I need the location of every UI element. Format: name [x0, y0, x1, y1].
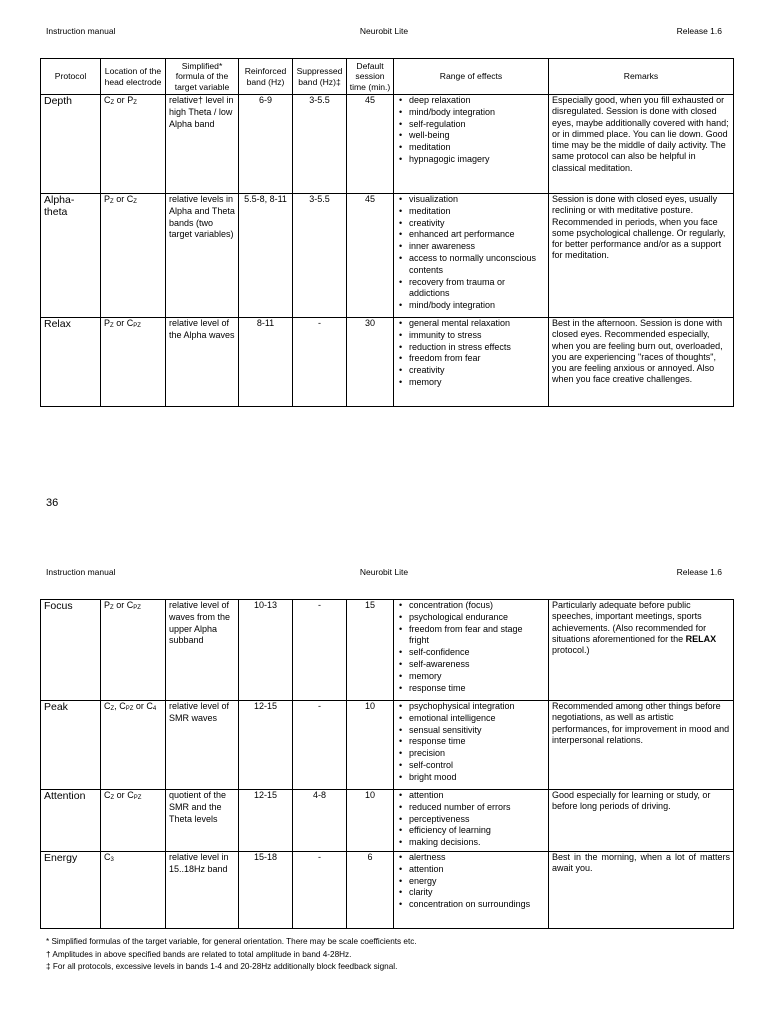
electrode-location: $C_Z$, $C_{PZ}$ or $C_4$: [101, 701, 166, 790]
session-time: 10: [347, 701, 394, 790]
effect-item: • alertness: [397, 852, 545, 864]
session-time: 30: [347, 318, 394, 407]
protocol-name: Peak: [41, 701, 101, 790]
footnotes: [46, 936, 736, 974]
target-formula: relative† level in high Theta / low Alpha band: [166, 95, 239, 194]
effect-item: • self-awareness: [397, 659, 545, 671]
session-time: 15: [347, 600, 394, 701]
effect-item: • freedom from fear and stage fright: [397, 624, 545, 648]
remarks-text: Best in the afternoon. Session is done with closed eyes. Recommended especially, when you are feeling burn out, overloaded, you are experiencing "races of thoughts", you are feeling anxious or annoyed. Also when you face creative challenges.: [549, 318, 734, 407]
reinforced-band: 10-13: [239, 600, 293, 701]
effect-item: • self-control: [397, 760, 545, 772]
target-formula: relative level in 15..18Hz band: [166, 852, 239, 929]
target-formula: relative level of SMR waves: [166, 701, 239, 790]
effect-item: • concentration (focus): [397, 600, 545, 612]
protocols-table-2: [40, 599, 734, 929]
reinforced-band: 6-9: [239, 95, 293, 194]
effect-item: • mind/body integration: [397, 300, 545, 312]
effects-list: [397, 318, 545, 389]
effects-list: [397, 701, 545, 784]
target-formula: relative level of waves from the upper Alpha subband: [166, 600, 239, 701]
effects-cell: [394, 318, 549, 407]
column-header-session: Default session time (min.): [347, 59, 394, 95]
target-formula: relative levels in Alpha and Theta bands (two target variables): [166, 194, 239, 318]
effects-list: [397, 194, 545, 312]
effect-item: • mind/body integration: [397, 107, 545, 119]
effect-item: • immunity to stress: [397, 330, 545, 342]
electrode-location: $P_Z$ or $C_Z$: [101, 194, 166, 318]
effect-item: • energy: [397, 876, 545, 888]
effect-item: • freedom from fear: [397, 353, 545, 365]
effects-cell: [394, 701, 549, 790]
page-header: [46, 566, 722, 578]
electrode-location: $C_Z$ or $P_Z$: [101, 95, 166, 194]
effect-item: • clarity: [397, 887, 545, 899]
effect-item: • self-regulation: [397, 119, 545, 131]
suppressed-band: -: [293, 318, 347, 407]
table-row-depth: [41, 95, 734, 194]
suppressed-band: 3-5.5: [293, 95, 347, 194]
column-header-suppressed: Suppressed band (Hz)‡: [293, 59, 347, 95]
remarks-text: Session is done with closed eyes, usually reclining or with meditative posture. Recommended in periods, when you face some psychological challenge. Or regularly, for better performance and/or as a support for meditation.: [549, 194, 734, 318]
effects-list: [397, 95, 545, 166]
table-row-energy: [41, 852, 734, 929]
effect-item: • response time: [397, 683, 545, 695]
effect-item: • inner awareness: [397, 241, 545, 253]
table-row-attention: [41, 790, 734, 852]
reinforced-band: 12-15: [239, 790, 293, 852]
remarks-text: Best in the morning, when a lot of matters await you.: [549, 852, 734, 929]
effects-cell: [394, 852, 549, 929]
protocol-name: Depth: [41, 95, 101, 194]
protocol-name: Focus: [41, 600, 101, 701]
effect-item: • reduced number of errors: [397, 802, 545, 814]
target-formula: quotient of the SMR and the Theta levels: [166, 790, 239, 852]
column-header-formula: Simplified* formula of the target variable: [166, 59, 239, 95]
page-number: 36: [46, 497, 59, 509]
effect-item: • making decisions.: [397, 837, 545, 849]
effect-item: • enhanced art performance: [397, 229, 545, 241]
effect-item: • psychophysical integration: [397, 701, 545, 713]
electrode-location: $C_Z$ or $C_{PZ}$: [101, 790, 166, 852]
effect-item: • attention: [397, 864, 545, 876]
effect-item: • meditation: [397, 142, 545, 154]
effect-item: • reduction in stress effects: [397, 342, 545, 354]
reinforced-band: 15-18: [239, 852, 293, 929]
header-manual-title: Instruction manual: [46, 567, 116, 577]
effect-item: • attention: [397, 790, 545, 802]
column-header-range: Range of effects: [394, 59, 549, 95]
effect-item: • hypnagogic imagery: [397, 154, 545, 166]
column-header-location: Location of the head electrode: [101, 59, 166, 95]
effects-cell: [394, 600, 549, 701]
protocol-name: Alpha-theta: [41, 194, 101, 318]
relax-protocol-reference: RELAX: [685, 633, 717, 644]
table-header-row: [41, 59, 734, 95]
protocol-name: Attention: [41, 790, 101, 852]
remarks-text: Recommended among other things before negotiations, as well as artistic performances, for improvement in mood and interpersonal relations.: [549, 701, 734, 790]
remarks-text: Good especially for learning or study, or before long periods of driving.: [549, 790, 734, 852]
effect-item: • response time: [397, 736, 545, 748]
effect-item: • concentration on surroundings: [397, 899, 545, 911]
header-release: Release 1.6: [676, 567, 722, 577]
electrode-location: $P_Z$ or $C_{PZ}$: [101, 600, 166, 701]
remarks-text: Particularly adequate before public speeches, important meetings, sports achievements. (Also recommended for situations aforementioned for the RELAX protocol.): [549, 600, 734, 701]
suppressed-band: 3-5.5: [293, 194, 347, 318]
effects-list: [397, 600, 545, 694]
reinforced-band: 8-11: [239, 318, 293, 407]
protocol-name: Relax: [41, 318, 101, 407]
effect-item: • visualization: [397, 194, 545, 206]
effects-list: [397, 852, 545, 911]
effect-item: • creativity: [397, 365, 545, 377]
electrode-location: $C_3$: [101, 852, 166, 929]
effect-item: • meditation: [397, 206, 545, 218]
header-release: Release 1.6: [676, 26, 722, 36]
reinforced-band: 5.5-8, 8-11: [239, 194, 293, 318]
suppressed-band: -: [293, 852, 347, 929]
column-header-protocol: Protocol: [41, 59, 101, 95]
effect-item: • memory: [397, 377, 545, 389]
remarks-text: Especially good, when you fill exhausted or disregulated. Session is done with closed eyes, maybe additionally covered with hand; or in dimmed place. You can lie down. Good time may be the middle of daily activity. The same protocol can also be helpful in classical meditation.: [549, 95, 734, 194]
effect-item: • memory: [397, 671, 545, 683]
target-formula: relative level of the Alpha waves: [166, 318, 239, 407]
session-time: 45: [347, 95, 394, 194]
effects-cell: [394, 790, 549, 852]
page-header: [46, 25, 722, 37]
effect-item: • bright mood: [397, 772, 545, 784]
column-header-remarks: Remarks: [549, 59, 734, 95]
suppressed-band: 4-8: [293, 790, 347, 852]
session-time: 6: [347, 852, 394, 929]
header-manual-title: Instruction manual: [46, 26, 116, 36]
footnote-dagger: † Amplitudes in above specified bands are related to total amplitude in band 4-28Hz.: [46, 949, 352, 959]
electrode-location: $P_Z$ or $C_{PZ}$: [101, 318, 166, 407]
table-row-alpha-theta: [41, 194, 734, 318]
protocols-table-1: [40, 58, 734, 407]
reinforced-band: 12-15: [239, 701, 293, 790]
effect-item: • recovery from trauma or addictions: [397, 277, 545, 301]
footnote-asterisk: * Simplified formulas of the target variable, for general orientation. There may be scale coefficients etc.: [46, 937, 417, 946]
header-product-name: Neurobit Lite: [359, 26, 409, 36]
column-header-reinforced: Reinforced band (Hz): [239, 59, 293, 95]
session-time: 10: [347, 790, 394, 852]
effect-item: • perceptiveness: [397, 814, 545, 826]
table-row-relax: [41, 318, 734, 407]
effect-item: • emotional intelligence: [397, 713, 545, 725]
effect-item: • deep relaxation: [397, 95, 545, 107]
effect-item: • sensual sensitivity: [397, 725, 545, 737]
suppressed-band: -: [293, 701, 347, 790]
effect-item: • general mental relaxation: [397, 318, 545, 330]
effect-item: • self-confidence: [397, 647, 545, 659]
effects-cell: [394, 95, 549, 194]
footnote-double-dagger: ‡ For all protocols, excessive levels in bands 1-4 and 20-28Hz additionally block feedback signal.: [46, 962, 398, 972]
effect-item: • well-being: [397, 130, 545, 142]
table-row-focus: [41, 600, 734, 701]
effect-item: • efficiency of learning: [397, 825, 545, 837]
effect-item: • creativity: [397, 218, 545, 230]
table-row-peak: [41, 701, 734, 790]
suppressed-band: -: [293, 600, 347, 701]
effect-item: • precision: [397, 748, 545, 760]
effects-cell: [394, 194, 549, 318]
session-time: 45: [347, 194, 394, 318]
effect-item: • psychological endurance: [397, 612, 545, 624]
protocol-name: Energy: [41, 852, 101, 929]
effect-item: • access to normally unconscious contents: [397, 253, 545, 277]
header-product-name: Neurobit Lite: [359, 567, 409, 577]
effects-list: [397, 790, 545, 849]
